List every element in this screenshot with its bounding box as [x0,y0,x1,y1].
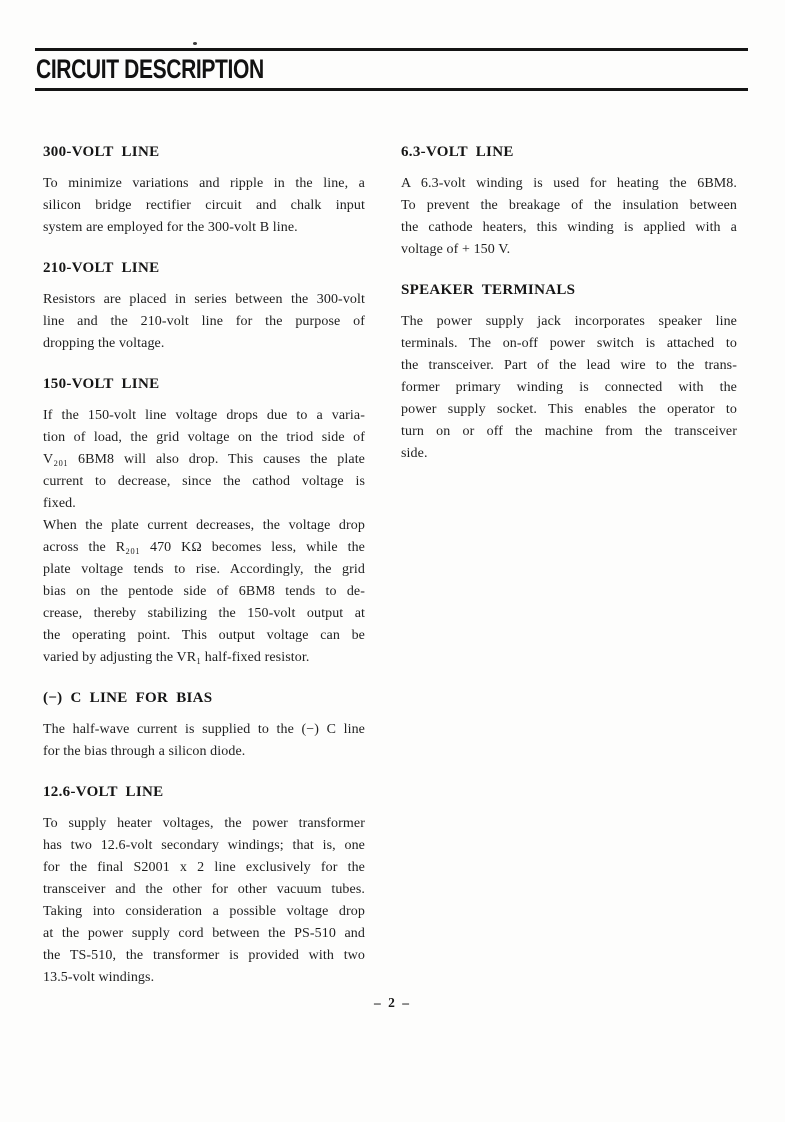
text-line: the operating point. This output voltage can be [43,628,365,643]
text-line: voltage of + 150 V. [401,242,511,257]
text-line: V₂₀₁ 6BM8 will also drop. This causes the plate [43,452,365,467]
text-line: The half-wave current is supplied to the (−) C line [43,722,365,737]
text-line: Resistors are placed in series between the 300-volt [43,292,365,307]
section [43,689,365,763]
text-line: power supply socket. This enables the operator to [401,402,737,417]
text-line: dropping the voltage. [43,336,165,351]
paragraph [43,719,365,763]
text-line: varied by adjusting the VR₁ half-fixed resistor. [43,650,310,665]
text-line: fixed. [43,496,76,511]
header-rule-bottom [35,88,748,91]
section-heading: 12.6-VOLT LINE [43,784,164,800]
text-line: bias on the pentode side of 6BM8 tends to de- [43,584,365,599]
paragraph [43,515,365,669]
section-heading: 150-VOLT LINE [43,376,160,392]
text-line: Taking into consideration a possible voltage drop [43,904,365,919]
left-column [43,143,365,989]
section [401,281,737,465]
paragraph [43,289,365,355]
content-columns [0,143,785,989]
paragraph [401,311,737,465]
text-line: across the R₂₀₁ 470 KΩ becomes less, while the [43,540,365,555]
paragraph [43,173,365,239]
section-heading: 6.3-VOLT LINE [401,144,514,160]
text-line: 13.5-volt windings. [43,970,155,985]
section [43,143,365,239]
text-line: the transceiver. Part of the lead wire to the trans- [401,358,737,373]
section-heading: SPEAKER TERMINALS [401,282,576,298]
section-heading: (−) C LINE FOR BIAS [43,690,213,706]
section-heading: 210-VOLT LINE [43,260,160,276]
text-line: current to decrease, since the cathod voltage is [43,474,365,489]
section [401,143,737,261]
text-line: the TS-510, the transformer is provided with two [43,948,365,963]
text-line: side. [401,446,428,461]
page-number: – 2 – [374,995,411,1010]
text-line: plate voltage tends to rise. Accordingly, the grid [43,562,365,577]
text-line: has two 12.6-volt secondary windings; that is, one [43,838,365,853]
text-line: system are employed for the 300-volt B line. [43,220,298,235]
text-line: To prevent the breakage of the insulation between [401,198,737,213]
text-line: transceiver and the other for other vacuum tubes. [43,882,365,897]
text-line: turn on or off the machine from the transceiver [401,424,737,439]
text-line: When the plate current decreases, the voltage drop [43,518,365,533]
text-line: terminals. The on-off power switch is attached to [401,336,737,351]
text-line: tion of load, the grid voltage on the triod side of [43,430,365,445]
ink-speck [193,42,197,45]
paragraph [43,813,365,989]
text-line: the cathode heaters, this winding is applied with a [401,220,737,235]
text-line: The power supply jack incorporates speaker line [401,314,737,329]
text-line: former primary winding is connected with the [401,380,737,395]
text-line: A 6.3-volt winding is used for heating the 6BM8. [401,176,737,191]
right-column [401,143,737,989]
text-line: for the final S2001 x 2 line exclusively for the [43,860,365,875]
section [43,375,365,669]
text-line: for the bias through a silicon diode. [43,744,246,759]
page-title: CIRCUIT DESCRIPTION [36,54,264,84]
text-line: line and the 210-volt line for the purpose of [43,314,365,329]
text-line: To minimize variations and ripple in the line, a [43,176,365,191]
masthead [0,51,785,88]
paragraph [401,173,737,261]
text-line: crease, thereby stabilizing the 150-volt output at [43,606,365,621]
paragraph [43,405,365,515]
text-line: If the 150-volt line voltage drops due to a varia- [43,408,365,423]
section [43,259,365,355]
section-heading: 300-VOLT LINE [43,144,160,160]
section [43,783,365,989]
text-line: silicon bridge rectifier circuit and chalk input [43,198,365,213]
text-line: at the power supply cord between the PS-510 and [43,926,365,941]
text-line: To supply heater voltages, the power transformer [43,816,365,831]
